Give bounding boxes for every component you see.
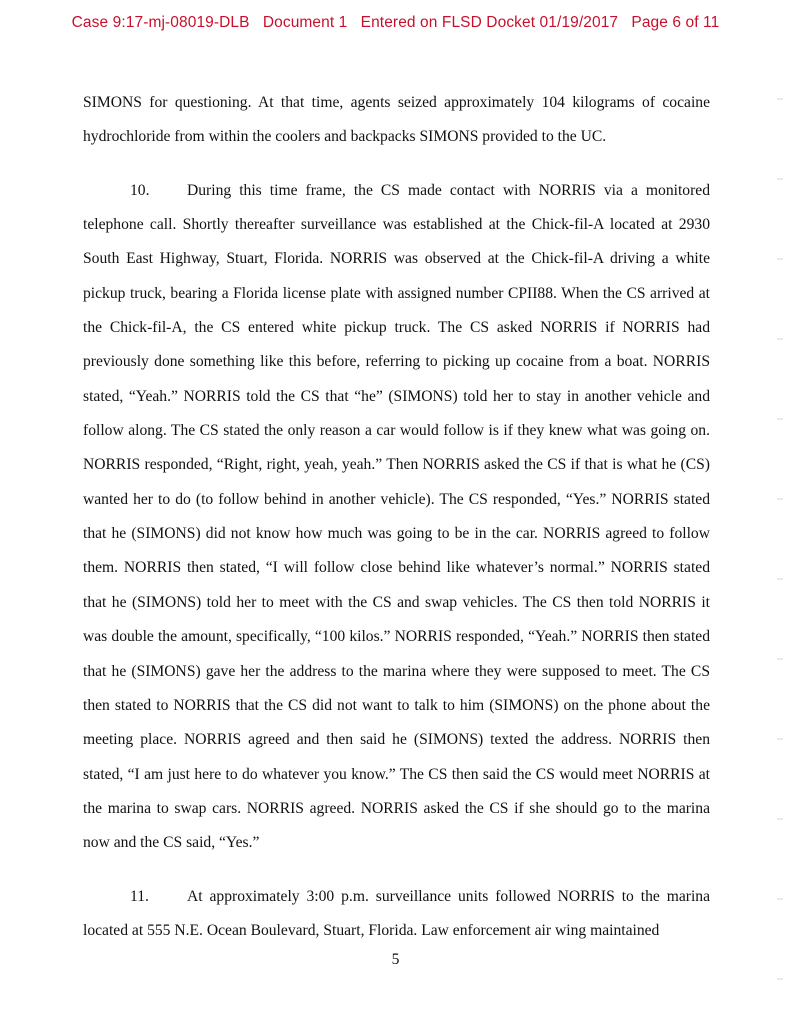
- case-number: Case 9:17-mj-08019-DLB: [71, 14, 250, 31]
- paragraph-10: [83, 174, 710, 861]
- paragraph-number: 11.: [130, 887, 149, 905]
- page-label: Page 6 of 11: [631, 14, 720, 31]
- document-label: Document 1: [262, 14, 348, 31]
- paragraph-text: At approximately 3:00 p.m. surveillance units followed NORRIS to the marina located at 555 N.E. Ocean Boulevard, Stuart, Florida. Law enforcement air wing maintained: [83, 887, 710, 939]
- paragraph-continued: SIMONS for questioning. At that time, agents seized approximately 104 kilograms of cocaine hydrochloride from within the coolers and backpacks SIMONS provided to the UC.: [83, 94, 710, 146]
- document-body: [83, 86, 710, 967]
- paragraph-11: [83, 880, 710, 949]
- paragraph-text: During this time frame, the CS made contact with NORRIS via a monitored telephone call. Shortly thereafter surveillance was established at the Chick-fil-A located at 2930 South East Highway, Stuart, Florida. NORRIS was observed at the Chick-fil-A driving a white pickup truck, bearing a Florida license plate with assigned number CPII88. When the CS arrived at the Chick-fil-A, the CS entered white pickup truck. The CS asked NORRIS if NORRIS had previously done something like this before, referring to picking up cocaine from a boat. NORRIS stated, “Yeah.” NORRIS told the CS that “he” (SIMONS) told her to stay in another vehicle and follow along. The CS stated the only reason a car would follow is if they knew what was going on. NORRIS responded, “Right, right, yeah, yeah.” Then NORRIS asked the CS if that is what he (CS) wanted her to do (to follow behind in another vehicle). The CS responded, “Yes.” NORRIS stated that he (SIMONS) did not know how much was going to be in the car. NORRIS agreed to follow them. NORRIS then stated, “I will follow close behind like whatever’s normal.” NORRIS stated that he (SIMONS) told her to meet with the CS and swap vehicles. The CS then told NORRIS it was double the amount, specifically, “100 kilos.” NORRIS responded, “Yeah.” NORRIS then stated that he (SIMONS) gave her the address to the marina where they were supposed to meet. The CS then stated to NORRIS that the CS did not want to talk to him (SIMONS) on the phone about the meeting place. NORRIS agreed and then said he (SIMONS) texted the address. NORRIS then stated, “I am just here to do whatever you know.” The CS then said the CS would meet NORRIS at the marina to swap cars. NORRIS agreed. NORRIS asked the CS if she should go to the marina now and the CS said, “Yes.”: [83, 181, 710, 852]
- entered-label: Entered on FLSD Docket 01/19/2017: [360, 14, 619, 31]
- page-number: 5: [391, 951, 400, 968]
- scan-edge-marks: [777, 60, 783, 984]
- docket-header: [0, 14, 791, 32]
- paragraph-number: 10.: [130, 181, 150, 199]
